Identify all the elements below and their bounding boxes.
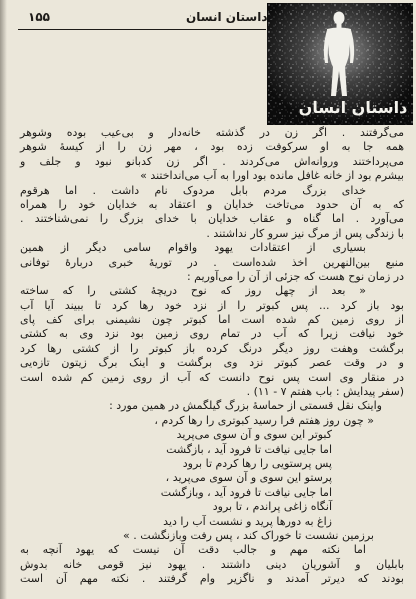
text-line: بودند که دیرتر آمدند و ناگزیر وام گرفتند . نکته مهم آن است — [20, 572, 404, 586]
paragraph-continuation — [20, 126, 404, 184]
text-line: واینک نقل قسمتی از حماسهٔ بزرگ گیلگمش در همین مورد : — [109, 399, 382, 413]
text-line: همه جا به او سرکوفت زده بود ، مهر زن را از کیسهٔ شوهر — [20, 140, 404, 154]
text-line: « بعد از چهل روز که نوح دریچهٔ کشتی را که ساخته — [20, 284, 366, 298]
verse-gilgamesh — [20, 414, 404, 544]
text-line: برگشت وهفت روز دیگر درنگ کرده باز کبوتر را از کشتی رها کرد — [20, 341, 404, 355]
text-line: با زندگی پس از مرگ نیز سرو کار نداشتند . — [206, 226, 404, 240]
verse-line: پس پرستویی را رها کردم تا برود — [182, 456, 332, 470]
text-line: در منقار وی است پس نوح دانست که آب از روی زمین کم شده است — [20, 370, 404, 384]
verse-line: زاغ به دورها پرید و نشست آب را دید — [163, 514, 332, 528]
citation-line: (سفر پیدایش : باب هفتم ۷ - ۱۱) . — [246, 385, 404, 399]
plate-title: داستان انسان — [298, 98, 408, 117]
paragraph-sources — [20, 241, 404, 284]
quote-genesis — [20, 284, 404, 399]
text-line: خود نیافت زیرا که آب در تمام روی زمین بود نزد وی به کشتی — [20, 327, 404, 341]
verse-line: « چون روز هفتم فرا رسید کبوتری را رها کردم ، — [154, 413, 374, 427]
text-line: از روی زمین کم شده است اما کبوتر چون نشیمنی برای کف پای — [20, 313, 404, 327]
text-line: در زمان نوح هست که جزئی از آن را می‌آوریم : — [186, 269, 404, 283]
page-edge-shadow — [0, 0, 7, 599]
text-line: می‌گرفتند . اگر زن در گذشته خانه‌دار و بی‌عیب بوده وشوهر — [20, 126, 404, 139]
verse-line: اما جایی نیافت تا فرود آید ، وبازگشت — [160, 485, 332, 499]
verse-line: برزمین نشست تا خوراک کند ، پس رفت وبازنگشت . » — [123, 528, 374, 542]
cover-illustration — [267, 3, 413, 125]
paragraph-gilgamesh-intro — [20, 399, 404, 413]
verse-line: کبوتر این سوی و آن سوی می‌پرید — [176, 428, 332, 442]
text-line: بیشرم بود از خانه غافل مانده بود اورا به آب می‌انداختند » — [140, 169, 404, 183]
text-line: و در وقت عصر کبوتر نزد وی برگشت و اینک برگ زیتون تازه‌یی — [20, 356, 404, 370]
verse-line: اما جایی نیافت تا فرود آید ، بازگشت — [166, 442, 332, 456]
text-line: اما نکته مهم و جالب دقت آن نیست که یهود آنچه به — [20, 543, 366, 557]
text-line: منبع بین‌النهرین اخذ شده‌است . در توریهٔ خبری دربارهٔ توفانی — [20, 255, 404, 269]
page-header — [18, 6, 266, 30]
text-line: بسیاری از اعتقادات یهود واقوام سامی دیگر از همین — [20, 241, 366, 255]
cover-illustration-art — [267, 3, 413, 125]
text-line: که به آن حدود می‌تاخت خدایان و اعتقاد به خدایان خود را همراه — [20, 197, 404, 211]
body-text — [20, 126, 404, 587]
verse-line: پرستو این سوی و آن سوی می‌پرید ، — [165, 471, 332, 485]
text-line: می‌آورد . اما گناه و عقاب خدایان با خدای بزرگ را نمی‌شناختند . — [20, 212, 404, 226]
text-line: می‌پرداختند وروانه‌اش می‌کردند . اگر زن کدبانو نبود و جلف و — [20, 154, 404, 168]
text-line: خدای بزرگ مردم بابل مردوک نام داشت . اما هرقوم — [20, 183, 366, 197]
paragraph-marduk — [20, 184, 404, 242]
paragraph-conclusion — [20, 543, 404, 586]
text-line: بود باز کرد ... پس کبوتر را از نزد خود رها کرد تا ببیند آیا آب — [20, 298, 404, 312]
page-number: ۱۵۵ — [28, 10, 50, 24]
verse-line: آنگاه زاغی پراندم ، تا برود — [212, 500, 332, 514]
text-line: بابلیان و آشوریان دینی داشتند . یهود نیز قومی خانه بدوش — [20, 557, 404, 571]
running-title: داستان انسان — [186, 10, 268, 24]
